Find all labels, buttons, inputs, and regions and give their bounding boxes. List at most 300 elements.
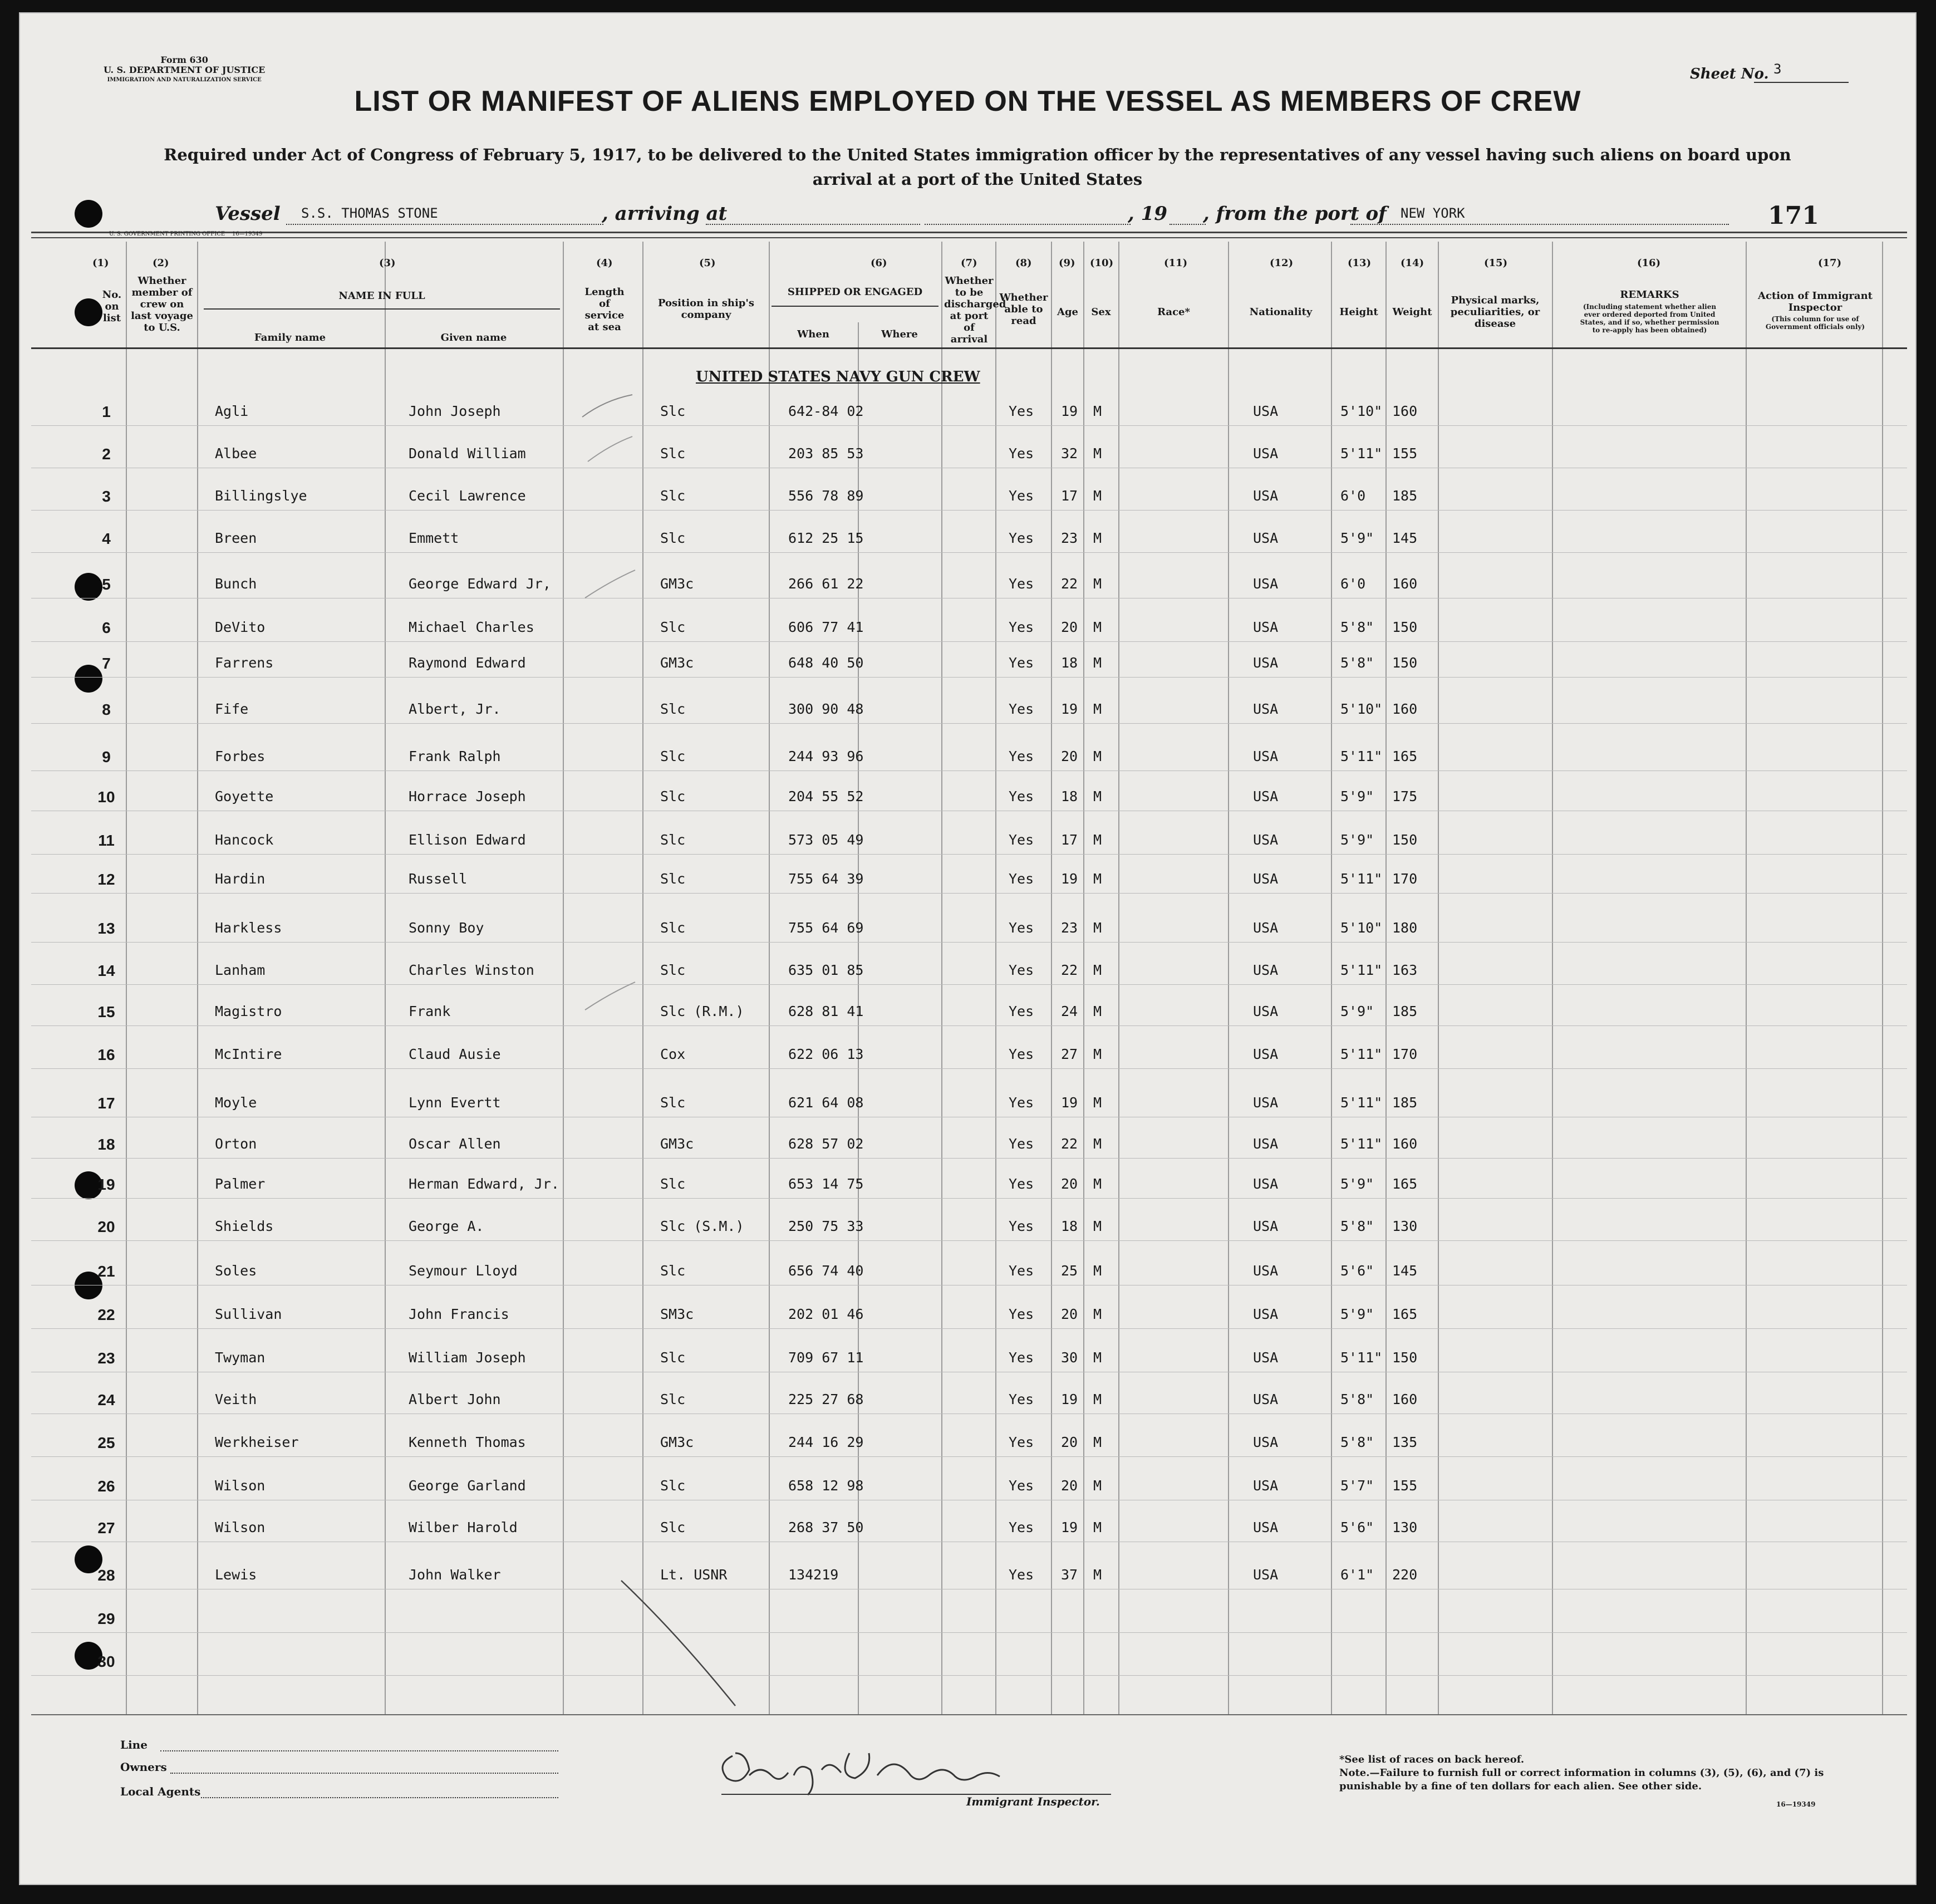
- height: 5'6": [1340, 1519, 1374, 1535]
- col-number: (4): [596, 257, 613, 269]
- age: 19: [1061, 1519, 1078, 1535]
- row-rule: [31, 1158, 1907, 1159]
- stamp-number: 171: [1768, 202, 1819, 230]
- position: Slc: [660, 962, 686, 978]
- nationality: USA: [1253, 962, 1279, 978]
- col-header-action: Action of Immigrant Inspector: [1758, 290, 1873, 313]
- pen-strokes: [566, 381, 911, 1728]
- position: Slc: [660, 445, 686, 462]
- year-line: [1170, 224, 1206, 225]
- row-number: 4: [102, 530, 111, 547]
- sex: M: [1093, 1478, 1102, 1494]
- shipped-when: 635 01 85: [788, 962, 864, 978]
- row-rule: [31, 425, 1907, 426]
- sex: M: [1093, 1046, 1102, 1062]
- row-number: 19: [97, 1176, 115, 1193]
- sex: M: [1093, 1095, 1102, 1111]
- family-name: DeVito: [215, 619, 266, 635]
- weight: 170: [1392, 1046, 1418, 1062]
- given-name: William Joseph: [409, 1350, 526, 1366]
- grid-line: [1746, 242, 1747, 1714]
- row-number: 15: [97, 1003, 115, 1020]
- row-number: 3: [102, 488, 111, 505]
- row-number: 21: [97, 1263, 115, 1280]
- age: 37: [1061, 1567, 1078, 1583]
- nationality: USA: [1253, 488, 1279, 504]
- agents-field: [201, 1797, 558, 1798]
- weight: 165: [1392, 1176, 1418, 1192]
- weight: 220: [1392, 1567, 1418, 1583]
- nationality: USA: [1253, 1519, 1279, 1535]
- row-rule: [31, 854, 1907, 855]
- row-number: 13: [97, 920, 115, 937]
- family-name: Wilson: [215, 1519, 266, 1535]
- col-number: (6): [871, 257, 887, 269]
- grid-line: [1118, 242, 1119, 1714]
- position: GM3c: [660, 1434, 694, 1450]
- family-name: Goyette: [215, 788, 274, 804]
- age: 20: [1061, 1176, 1078, 1192]
- given-name: Kenneth Thomas: [409, 1434, 526, 1450]
- shipped-header-rule: [772, 306, 938, 307]
- row-number: 5: [102, 576, 111, 593]
- able-to-read: Yes: [1009, 1095, 1034, 1111]
- height: 5'11": [1340, 1136, 1383, 1152]
- col-header-remarks-note: (Including statement whether alien ever ordered deported from United States, and if so, whether permission to re-apply has been obtained): [1580, 303, 1719, 334]
- age: 19: [1061, 1095, 1078, 1111]
- nationality: USA: [1253, 1046, 1279, 1062]
- sex: M: [1093, 1136, 1102, 1152]
- col-header-given: Given name: [440, 332, 507, 343]
- nationality: USA: [1253, 1176, 1279, 1192]
- shipped-when: 573 05 49: [788, 832, 864, 848]
- family-name: Breen: [215, 530, 257, 546]
- row-rule: [31, 677, 1907, 678]
- age: 20: [1061, 1478, 1078, 1494]
- shipped-when: 656 74 40: [788, 1263, 864, 1279]
- nationality: USA: [1253, 788, 1279, 804]
- form-code: 16—19349: [1776, 1800, 1816, 1808]
- grid-line: [126, 242, 127, 1714]
- height: 5'10": [1340, 920, 1383, 936]
- age: 23: [1061, 920, 1078, 936]
- family-name: Soles: [215, 1263, 257, 1279]
- given-name: Horrace Joseph: [409, 788, 526, 804]
- age: 20: [1061, 748, 1078, 764]
- position: Lt. USNR: [660, 1567, 728, 1583]
- row-number: 25: [97, 1434, 115, 1451]
- nationality: USA: [1253, 920, 1279, 936]
- position: Slc: [660, 403, 686, 419]
- col-number: (12): [1270, 257, 1294, 269]
- nationality: USA: [1253, 445, 1279, 462]
- row-number: 18: [97, 1136, 115, 1153]
- nationality: USA: [1253, 748, 1279, 764]
- page-title: LIST OR MANIFEST OF ALIENS EMPLOYED ON THE VESSEL AS MEMBERS OF CREW: [354, 85, 1581, 117]
- family-name: Moyle: [215, 1095, 257, 1111]
- given-name: Charles Winston: [409, 962, 534, 978]
- table-bottom-rule: [31, 1714, 1907, 1715]
- sex: M: [1093, 576, 1102, 592]
- able-to-read: Yes: [1009, 748, 1034, 764]
- family-name: Werkheiser: [215, 1434, 299, 1450]
- given-name: Russell: [409, 871, 468, 887]
- family-name: Billingslye: [215, 488, 307, 504]
- age: 20: [1061, 619, 1078, 635]
- col-header-nationality: Nationality: [1249, 306, 1313, 318]
- weight: 185: [1392, 1095, 1418, 1111]
- row-number: 16: [97, 1046, 115, 1063]
- sex: M: [1093, 488, 1102, 504]
- shipped-when: 134219: [788, 1567, 839, 1583]
- position: GM3c: [660, 576, 694, 592]
- height: 5'9": [1340, 1176, 1374, 1192]
- family-name: Twyman: [215, 1350, 266, 1366]
- row-rule: [31, 1198, 1907, 1199]
- col-number: (15): [1484, 257, 1508, 269]
- given-name: Donald William: [409, 445, 526, 462]
- sex: M: [1093, 1519, 1102, 1535]
- able-to-read: Yes: [1009, 1136, 1034, 1152]
- weight: 160: [1392, 701, 1418, 717]
- height: 5'9": [1340, 530, 1374, 546]
- age: 20: [1061, 1434, 1078, 1450]
- sex: M: [1093, 832, 1102, 848]
- year-label: , 19: [1128, 203, 1167, 225]
- from-port: NEW YORK: [1401, 205, 1465, 221]
- row-number: 28: [97, 1567, 115, 1584]
- service-name: IMMIGRATION AND NATURALIZATION SERVICE: [107, 77, 262, 83]
- weight: 135: [1392, 1434, 1418, 1450]
- sex: M: [1093, 1003, 1102, 1019]
- given-name: John Joseph: [409, 403, 501, 419]
- given-name: Wilber Harold: [409, 1519, 518, 1535]
- col-number: (16): [1637, 257, 1661, 269]
- sex: M: [1093, 871, 1102, 887]
- header-rule: [31, 232, 1907, 233]
- col-number: (1): [92, 257, 109, 269]
- position: GM3c: [660, 1136, 694, 1152]
- line-field: [160, 1750, 558, 1751]
- weight: 165: [1392, 748, 1418, 764]
- row-number: 24: [97, 1391, 115, 1409]
- agents-label: Local Agents: [120, 1785, 201, 1798]
- sheet-label: Sheet No.: [1690, 66, 1769, 82]
- position: Slc: [660, 488, 686, 504]
- height: 5'11": [1340, 748, 1383, 764]
- grid-line: [1083, 242, 1084, 1714]
- height: 5'11": [1340, 962, 1383, 978]
- able-to-read: Yes: [1009, 576, 1034, 592]
- weight: 160: [1392, 1136, 1418, 1152]
- grid-line: [563, 242, 564, 1714]
- form-header: [104, 55, 265, 85]
- sex: M: [1093, 1434, 1102, 1450]
- able-to-read: Yes: [1009, 445, 1034, 462]
- sheet-number: 3: [1773, 61, 1782, 77]
- form-number: Form 630: [160, 55, 208, 65]
- col-header-where: Where: [881, 328, 918, 340]
- arriving-label: , arriving at: [602, 203, 728, 225]
- age: 17: [1061, 488, 1078, 504]
- arriving-line: [706, 224, 920, 225]
- row-rule: [31, 1025, 1907, 1026]
- weight: 150: [1392, 655, 1418, 671]
- row-number: 26: [97, 1478, 115, 1495]
- sex: M: [1093, 403, 1102, 419]
- family-name: Agli: [215, 403, 249, 419]
- race-note: *See list of races on back hereof.: [1339, 1754, 1525, 1765]
- able-to-read: Yes: [1009, 701, 1034, 717]
- nationality: USA: [1253, 655, 1279, 671]
- printer-line: U. S. GOVERNMENT PRINTING OFFICE 16—19349: [109, 231, 263, 237]
- sex: M: [1093, 530, 1102, 546]
- row-rule: [31, 1240, 1907, 1241]
- family-name: Wilson: [215, 1478, 266, 1494]
- row-number: 9: [102, 748, 111, 765]
- age: 22: [1061, 576, 1078, 592]
- shipped-when: 204 55 52: [788, 788, 864, 804]
- name-header-rule: [204, 308, 560, 310]
- col-header-height: Height: [1339, 306, 1378, 318]
- grid-line: [941, 242, 942, 1714]
- family-name: Palmer: [215, 1176, 266, 1192]
- able-to-read: Yes: [1009, 920, 1034, 936]
- age: 23: [1061, 530, 1078, 546]
- row-rule: [31, 942, 1907, 943]
- shipped-when: 658 12 98: [788, 1478, 864, 1494]
- able-to-read: Yes: [1009, 871, 1034, 887]
- vessel-label: Vessel: [215, 203, 281, 225]
- sex: M: [1093, 445, 1102, 462]
- able-to-read: Yes: [1009, 619, 1034, 635]
- inspector-label: Immigrant Inspector.: [966, 1795, 1100, 1808]
- height: 5'8": [1340, 1434, 1374, 1450]
- family-name: Magistro: [215, 1003, 282, 1019]
- row-number: 30: [97, 1653, 115, 1670]
- family-name: Albee: [215, 445, 257, 462]
- sheet-number-line: [1754, 82, 1849, 83]
- page-subtitle: Required under Act of Congress of February 5, 1917, to be delivered to the United States immigration officer by the representatives of any vessel having such aliens on board upon arrival at a port of the United States: [164, 145, 1791, 189]
- age: 18: [1061, 1218, 1078, 1234]
- position: Slc: [660, 619, 686, 635]
- able-to-read: Yes: [1009, 403, 1034, 419]
- col-header-when: When: [797, 328, 829, 340]
- owners-label: Owners: [120, 1760, 167, 1774]
- age: 19: [1061, 701, 1078, 717]
- shipped-when: 556 78 89: [788, 488, 864, 504]
- row-number: 12: [97, 871, 115, 888]
- given-name: Sonny Boy: [409, 920, 484, 936]
- from-port-line: [1350, 224, 1729, 225]
- punch-hole: [75, 200, 102, 228]
- row-rule: [31, 984, 1907, 985]
- sex: M: [1093, 1350, 1102, 1366]
- age: 20: [1061, 1306, 1078, 1322]
- position: Slc: [660, 1391, 686, 1407]
- family-name: Fife: [215, 701, 249, 717]
- row-number: 27: [97, 1519, 115, 1537]
- manifest-sheet: [19, 12, 1917, 1885]
- col-header-position: Position in ship's company: [657, 297, 755, 321]
- nationality: USA: [1253, 619, 1279, 635]
- height: 5'10": [1340, 701, 1383, 717]
- row-number: 10: [97, 788, 115, 806]
- height: 5'10": [1340, 403, 1383, 419]
- grid-line: [1228, 242, 1229, 1714]
- given-name: George A.: [409, 1218, 484, 1234]
- able-to-read: Yes: [1009, 1567, 1034, 1583]
- age: 30: [1061, 1350, 1078, 1366]
- nationality: USA: [1253, 871, 1279, 887]
- able-to-read: Yes: [1009, 1003, 1034, 1019]
- nationality: USA: [1253, 403, 1279, 419]
- position: Slc: [660, 1176, 686, 1192]
- row-rule: [31, 552, 1907, 553]
- weight: 150: [1392, 619, 1418, 635]
- col-header-physical: Physical marks, peculiarities, or disease: [1450, 295, 1540, 330]
- height: 5'9": [1340, 832, 1374, 848]
- date-line: [925, 224, 1131, 225]
- sex: M: [1093, 1263, 1102, 1279]
- weight: 155: [1392, 1478, 1418, 1494]
- shipped-when: 628 57 02: [788, 1136, 864, 1152]
- col-number: (9): [1059, 257, 1075, 269]
- col-number: (13): [1348, 257, 1372, 269]
- able-to-read: Yes: [1009, 1306, 1034, 1322]
- family-name: Shields: [215, 1218, 274, 1234]
- position: Slc: [660, 920, 686, 936]
- grid-line: [1552, 242, 1553, 1714]
- position: Cox: [660, 1046, 686, 1062]
- given-name: Lynn Evertt: [409, 1095, 501, 1111]
- nationality: USA: [1253, 1136, 1279, 1152]
- grid-line: [1385, 242, 1387, 1714]
- given-name: Oscar Allen: [409, 1136, 501, 1152]
- row-number: 7: [102, 655, 111, 672]
- position: Slc: [660, 1478, 686, 1494]
- nationality: USA: [1253, 1306, 1279, 1322]
- family-name: Sullivan: [215, 1306, 282, 1322]
- able-to-read: Yes: [1009, 530, 1034, 546]
- height: 5'8": [1340, 655, 1374, 671]
- given-name: Frank: [409, 1003, 451, 1019]
- sex: M: [1093, 748, 1102, 764]
- able-to-read: Yes: [1009, 1434, 1034, 1450]
- row-number: 17: [97, 1095, 115, 1112]
- age: 27: [1061, 1046, 1078, 1062]
- age: 19: [1061, 1391, 1078, 1407]
- family-name: McIntire: [215, 1046, 282, 1062]
- nationality: USA: [1253, 1263, 1279, 1279]
- weight: 180: [1392, 920, 1418, 936]
- shipped-when: 244 16 29: [788, 1434, 864, 1450]
- grid-line: [1438, 242, 1439, 1714]
- col-header-family: Family name: [254, 332, 326, 343]
- family-name: Veith: [215, 1391, 257, 1407]
- shipped-when: 268 37 50: [788, 1519, 864, 1535]
- col-number: (8): [1015, 257, 1032, 269]
- shipped-when: 612 25 15: [788, 530, 864, 546]
- vessel-line: [286, 224, 603, 225]
- weight: 185: [1392, 1003, 1418, 1019]
- height: 5'8": [1340, 1218, 1374, 1234]
- able-to-read: Yes: [1009, 788, 1034, 804]
- row-rule: [31, 1456, 1907, 1457]
- position: Slc: [660, 1095, 686, 1111]
- sex: M: [1093, 1218, 1102, 1234]
- given-name: Emmett: [409, 530, 459, 546]
- col-number: (10): [1090, 257, 1114, 269]
- height: 5'6": [1340, 1263, 1374, 1279]
- from-port-label: , from the port of: [1203, 203, 1387, 225]
- sex: M: [1093, 962, 1102, 978]
- height: 5'8": [1340, 619, 1374, 635]
- height: 6'1": [1340, 1567, 1374, 1583]
- line-label: Line: [120, 1738, 148, 1751]
- grid-line: [385, 242, 386, 1714]
- weight: 130: [1392, 1218, 1418, 1234]
- sex: M: [1093, 655, 1102, 671]
- weight: 185: [1392, 488, 1418, 504]
- shipped-when: 622 06 13: [788, 1046, 864, 1062]
- row-number: 2: [102, 445, 111, 463]
- able-to-read: Yes: [1009, 1176, 1034, 1192]
- given-name: John Francis: [409, 1306, 509, 1322]
- age: 25: [1061, 1263, 1078, 1279]
- position: Slc (R.M.): [660, 1003, 744, 1019]
- grid-line: [197, 242, 198, 1714]
- weight: 163: [1392, 962, 1418, 978]
- height: 5'9": [1340, 788, 1374, 804]
- sex: M: [1093, 1306, 1102, 1322]
- col-header-no: No. on list: [102, 289, 122, 324]
- able-to-read: Yes: [1009, 1350, 1034, 1366]
- col-header-name: NAME IN FULL: [338, 290, 425, 302]
- shipped-when: 653 14 75: [788, 1176, 864, 1192]
- given-name: Cecil Lawrence: [409, 488, 526, 504]
- row-rule: [31, 893, 1907, 894]
- row-rule: [31, 1328, 1907, 1329]
- position: Slc: [660, 748, 686, 764]
- sex: M: [1093, 701, 1102, 717]
- height: 5'11": [1340, 1046, 1383, 1062]
- row-rule: [31, 1632, 1907, 1633]
- position: Slc: [660, 788, 686, 804]
- position: Slc: [660, 1263, 686, 1279]
- col-header-action-note: (This column for use of Government officials only): [1765, 315, 1865, 331]
- position: Slc: [660, 871, 686, 887]
- height: 5'8": [1340, 1391, 1374, 1407]
- position: Slc (S.M.): [660, 1218, 744, 1234]
- row-number: 1: [102, 403, 111, 420]
- given-name: John Walker: [409, 1567, 501, 1583]
- age: 19: [1061, 871, 1078, 887]
- nationality: USA: [1253, 1003, 1279, 1019]
- col-header-race: Race*: [1157, 306, 1190, 318]
- position: SM3c: [660, 1306, 694, 1322]
- given-name: Seymour Lloyd: [409, 1263, 518, 1279]
- owners-field: [170, 1773, 558, 1774]
- col-header-weight: Weight: [1392, 306, 1432, 318]
- age: 18: [1061, 655, 1078, 671]
- shipped-when: 642-84 02: [788, 403, 864, 419]
- height: 6'0: [1340, 576, 1366, 592]
- weight: 130: [1392, 1519, 1418, 1535]
- given-name: Raymond Edward: [409, 655, 526, 671]
- shipped-when: 755 64 39: [788, 871, 864, 887]
- grid-line: [1051, 242, 1052, 1714]
